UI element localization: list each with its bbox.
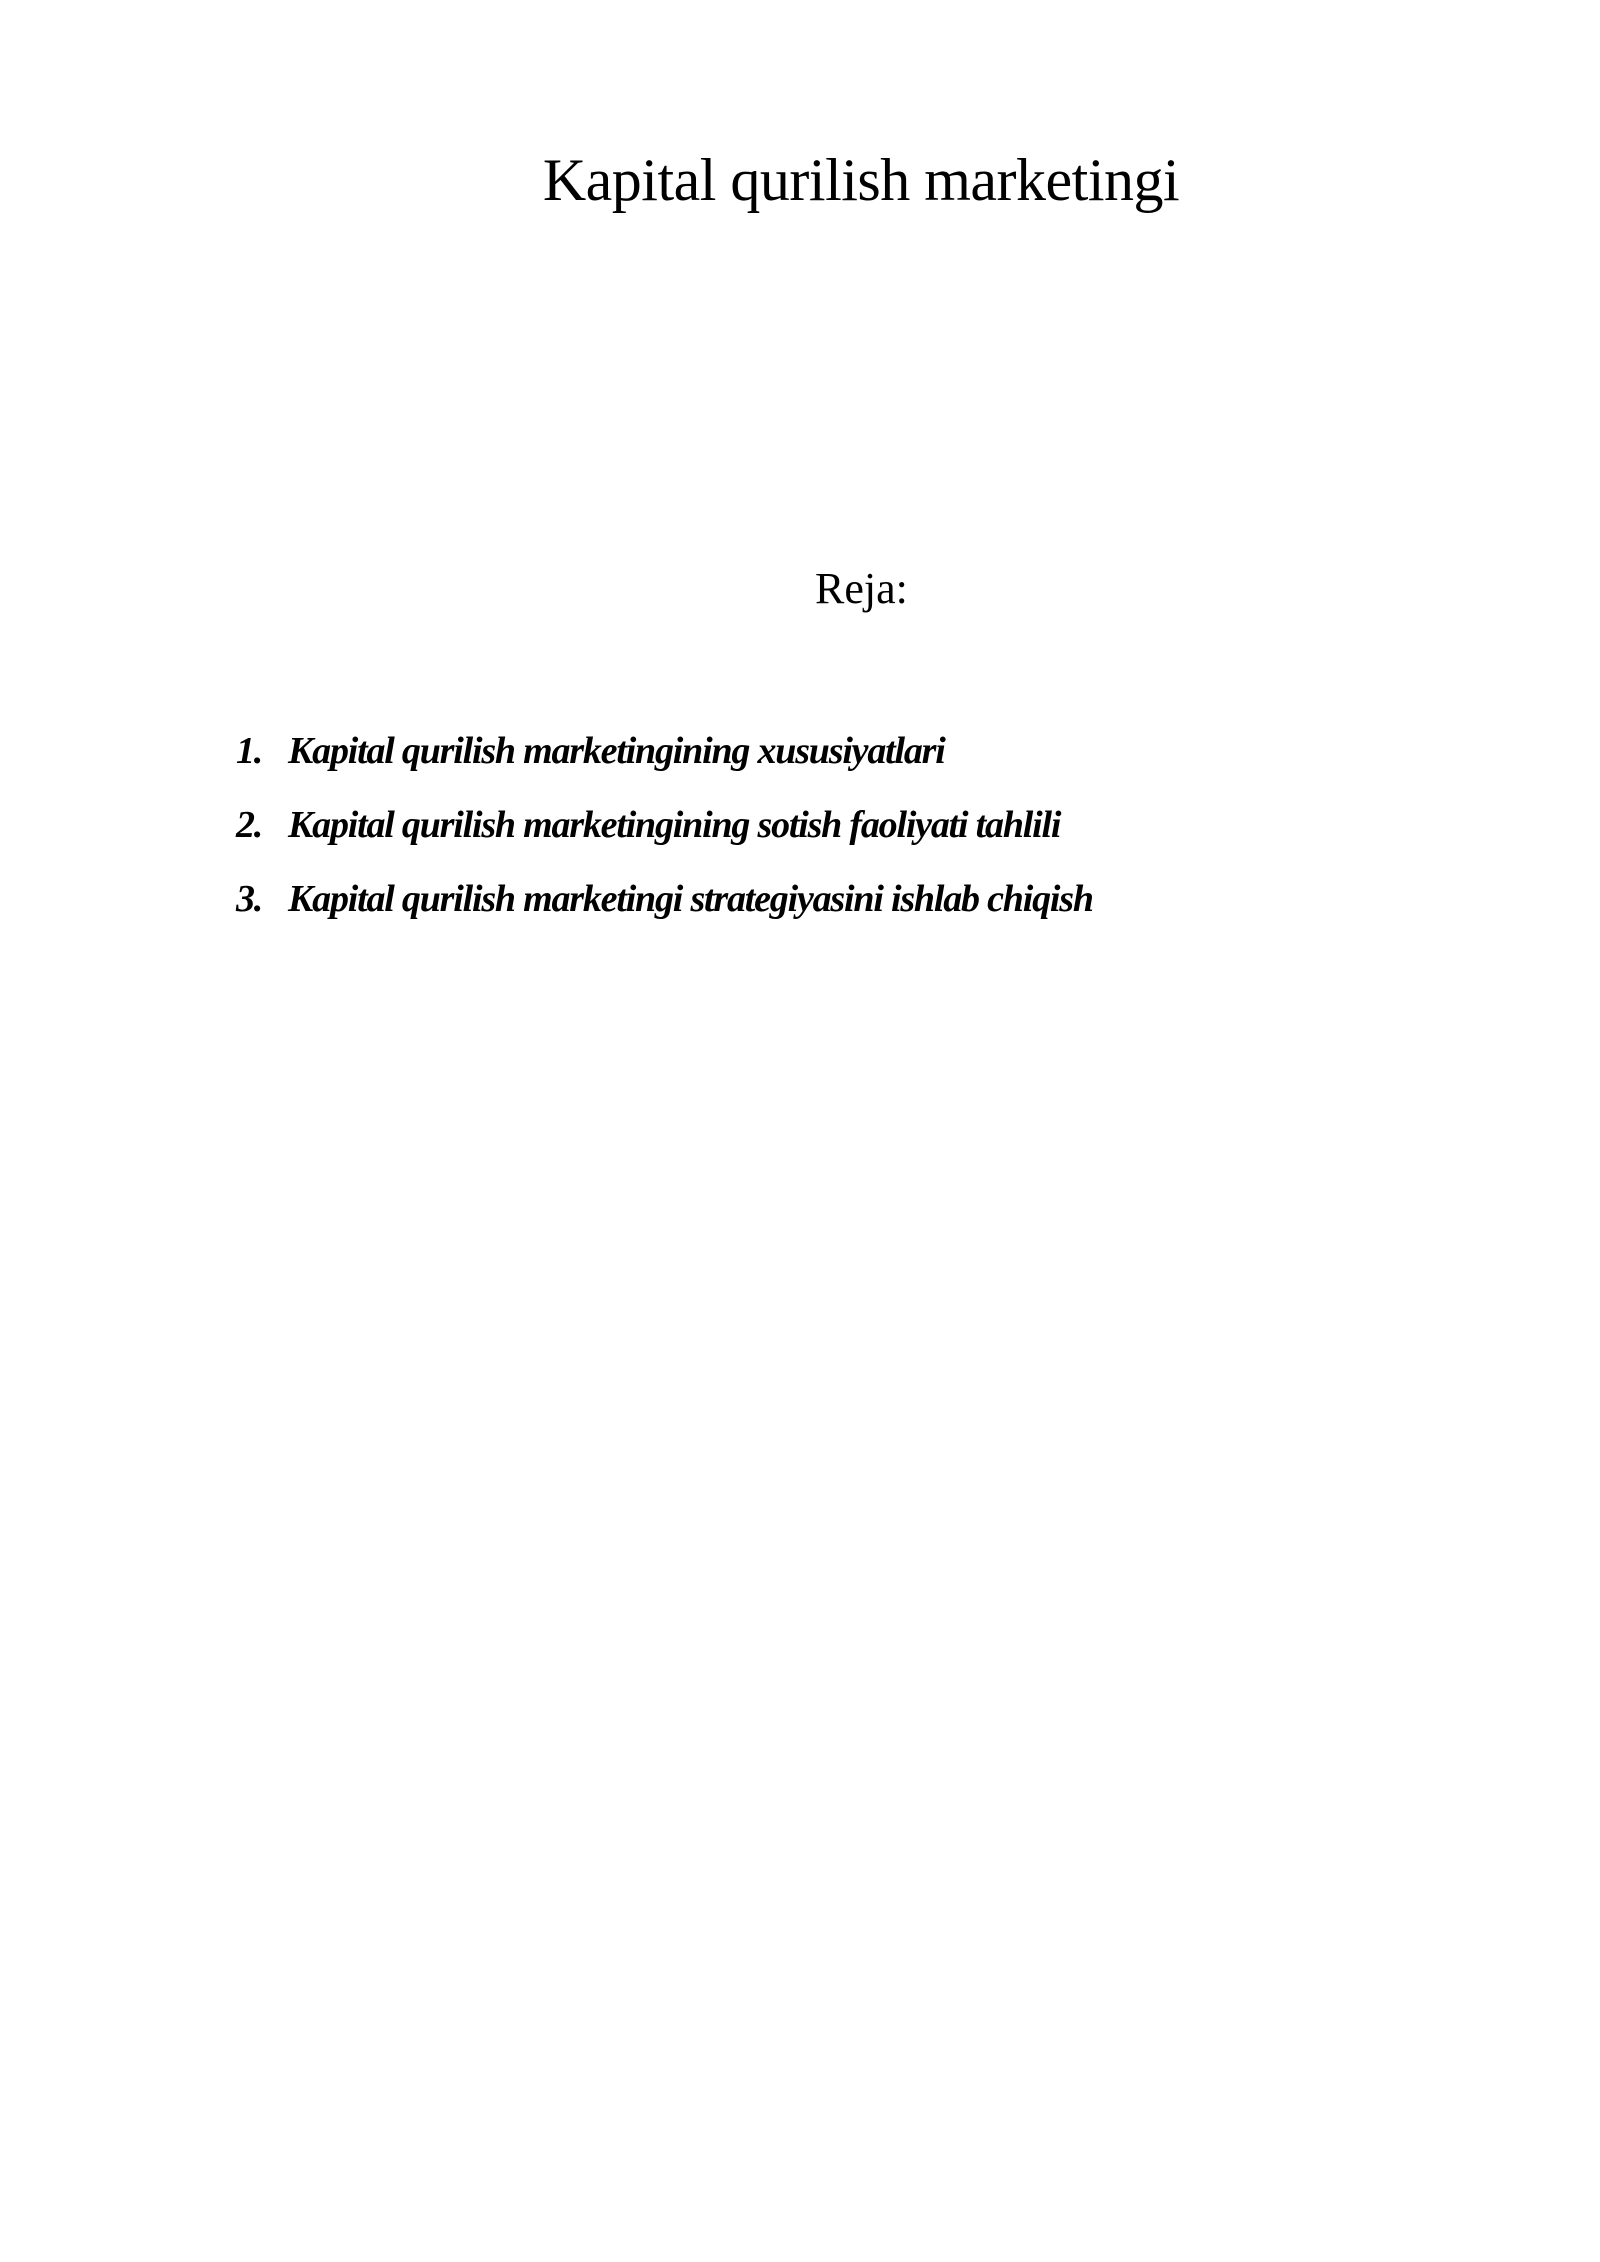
plan-item-number: 2.	[236, 804, 263, 846]
plan-item-2	[236, 788, 1093, 862]
plan-item-text: Kapital qurilish marketingining sotish faoliyati tahlili	[288, 804, 1061, 846]
plan-item-text: Kapital qurilish marketingining xususiyatlari	[288, 730, 945, 772]
plan-item-number: 1.	[236, 730, 263, 772]
page-title: Kapital qurilish marketingi	[542, 147, 1180, 213]
plan-item-number: 3.	[236, 878, 263, 920]
plan-list	[236, 714, 1093, 936]
plan-item-3	[236, 862, 1093, 936]
plan-item-1	[236, 714, 1093, 788]
plan-item-text: Kapital qurilish marketingi strategiyasini ishlab chiqish	[288, 878, 1093, 920]
plan-heading: Reja:	[815, 564, 908, 613]
